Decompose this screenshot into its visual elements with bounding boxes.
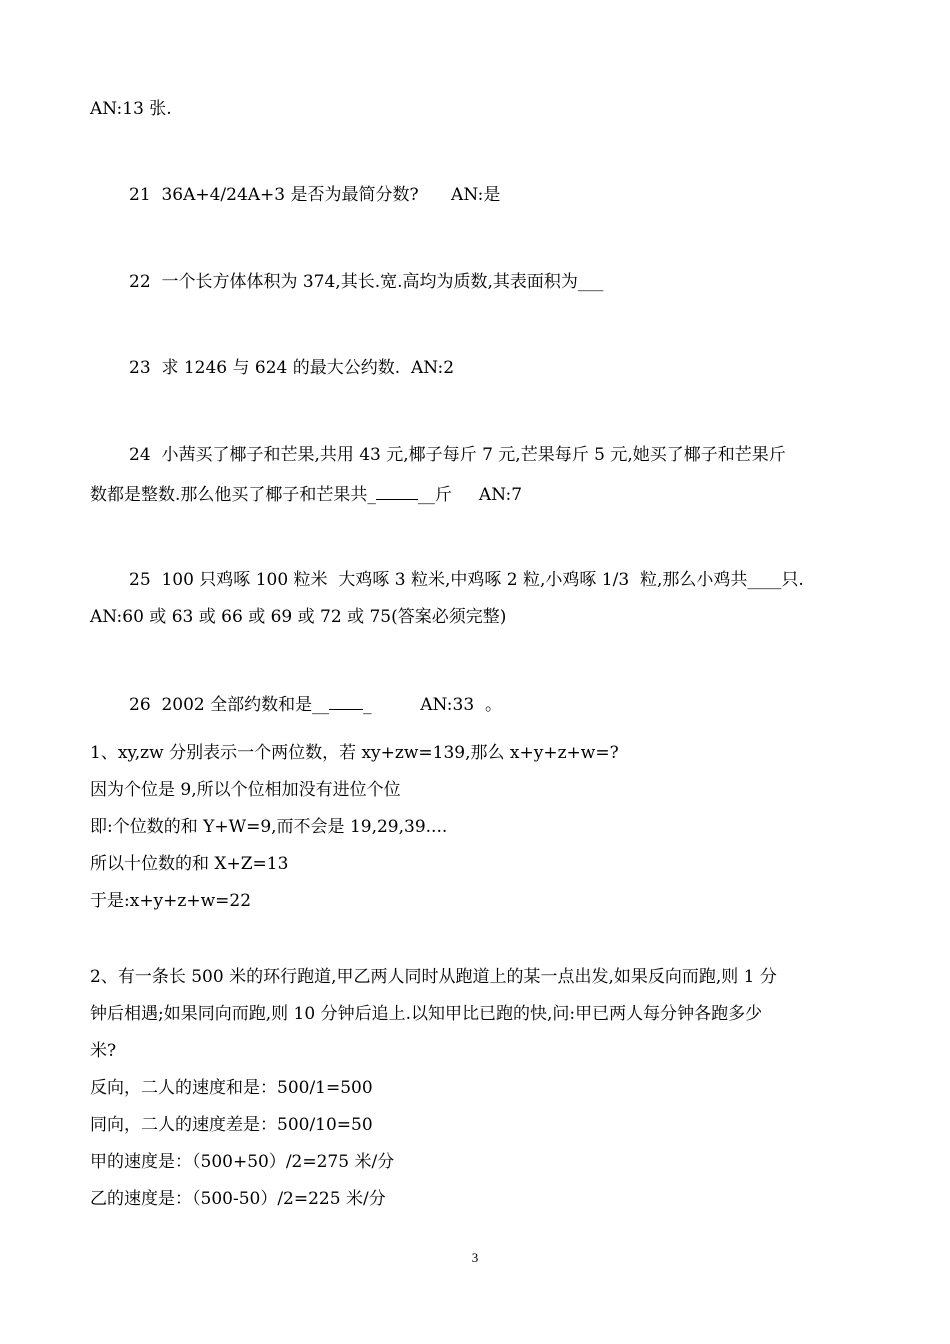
question-21: 21 36A+4/24A+3 是否为最简分数? AN:是 [129, 185, 501, 205]
problem-1-step-3: 所以十位数的和 X+Z=13 [90, 854, 289, 874]
problem-2-step-4: 乙的速度是：（500-50）/2=225 米/分 [90, 1189, 386, 1209]
problem-2-step-2: 同向，二人的速度差是：500/10=50 [90, 1115, 373, 1135]
question-26-answer: _ AN:33 。 [363, 695, 502, 715]
question-24-line1: 24 小茜买了椰子和芒果,共用 43 元,椰子每斤 7 元,芒果每斤 5 元,她买了椰子和芒果斤 [129, 445, 786, 465]
question-26 [129, 693, 502, 716]
question-24-line2 [90, 483, 522, 506]
question-25-answer: AN:60 或 63 或 66 或 69 或 72 或 75(答案必须完整) [90, 607, 507, 627]
problem-2-line3: 米? [90, 1041, 117, 1061]
question-25-line1: 25 100 只鸡啄 100 粒米 大鸡啄 3 粒米,中鸡啄 2 粒,小鸡啄 1/3 粒,那么小鸡共____只. [129, 570, 804, 590]
problem-1-step-1: 因为个位是 9,所以个位相加没有进位个位 [90, 780, 401, 800]
problem-2-line1: 2、有一条长 500 米的环行跑道,甲乙两人同时从跑道上的某一点出发,如果反向而跑,则 1 分 [90, 967, 777, 987]
problem-1-step-2: 即:个位数的和 Y+W=9,而不会是 19,29,39.... [90, 817, 448, 837]
problem-1: 1、xy,zw 分别表示一个两位数，若 xy+zw=139,那么 x+y+z+w=? [90, 743, 619, 763]
answer-blank [376, 483, 418, 500]
question-23: 23 求 1246 与 624 的最大公约数. AN:2 [129, 358, 455, 378]
page-number: 3 [471, 1250, 479, 1265]
question-22: 22 一个长方体体积为 374,其长.宽.高均为质数,其表面积为___ [129, 272, 604, 292]
problem-2-line2: 钟后相遇;如果同向而跑,则 10 分钟后追上.以知甲比已跑的快,问:甲已两人每分钟各跑多少 [90, 1004, 763, 1024]
question-24-answer: __斤 AN:7 [417, 485, 523, 505]
question-26-text: 26 2002 全部约数和是__ [129, 695, 330, 715]
problem-2-step-3: 甲的速度是：（500+50）/2=275 米/分 [90, 1152, 395, 1172]
question-24-text: 数都是整数.那么他买了椰子和芒果共_ [90, 485, 376, 505]
answer-line: AN:13 张. [90, 99, 172, 119]
problem-2-step-1: 反向，二人的速度和是：500/1=500 [90, 1078, 373, 1098]
problem-1-step-4: 于是:x+y+z+w=22 [90, 891, 252, 911]
answer-blank [329, 693, 363, 710]
